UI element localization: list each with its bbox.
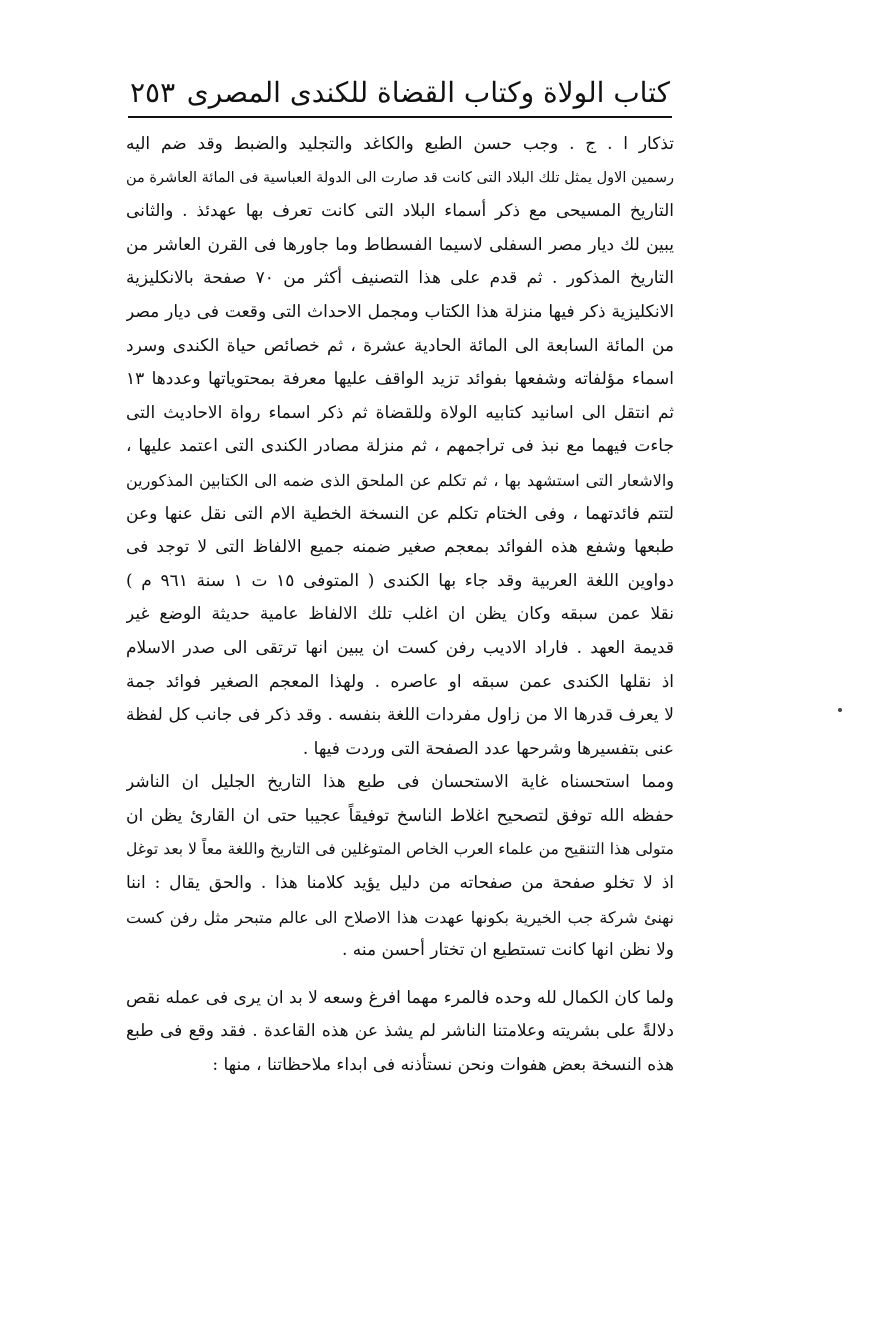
page-number: ٢٥٣ [130,75,176,109]
text-line: ومما استحسناه غاية الاستحسان فى طبع هذا التاريخ الجليل ان الناشر [126,772,674,793]
text-line: تذكار ا . ج . وجب حسن الطبع والكاغد والتجليد والضبط وقد ضم اليه [126,134,674,154]
text-line: ولا نظن انها كانت تستطيع ان تختار أحسن منه . [342,940,674,961]
text-line: قديمة العهد . فاراد الاديب رفن كست ان يبين انها ترتقى الى صدر الاسلام [126,637,674,658]
text-line: حفظه الله توفق لتصحيح اغلاط الناسخ توفيقاً عجيبا حتى ان القارئ يظن ان [126,805,674,826]
text-line: الانكليزية ذكر فيها منزلة هذا الكتاب ومجمل الاحداث التى وقعت فى ديار مصر [126,301,674,322]
page-body [126,128,674,1083]
text-line: دواوين اللغة العربية وقد جاء بها الكندى ( المتوفى ١٥ ت ١ سنة ٩٦١ م ) [126,570,674,591]
margin-dot [838,708,842,712]
header-rule [128,116,672,118]
text-line: يبين لك ديار مصر السفلى لاسيما الفسطاط وما جاورها فى القرن العاشر من [126,234,674,255]
text-line: عنى بتفسيرها وشرحها عدد الصفحة التى وردت فيها . [302,738,674,759]
text-line: اسماء مؤلفاته وشفعها بفوائد تزيد الواقف عليها معرفة بمحتوياتها وعددها ١٣ [126,369,674,390]
paragraph-2 [126,766,674,968]
text-line: لتتم فائدتهما ، وفى الختام تكلم عن النسخة الخطية الام التى نقل عنها وعن [126,503,674,524]
text-line: لا يعرف قدرها الا من زاول مفردات اللغة بنفسه . وقد ذكر فى جانب كل لفظة [126,705,674,726]
page-header [130,70,670,114]
text-line: التاريخ المذكور . ثم قدم على هذا التصنيف أكثر من ٧٠ صفحة بالانكليزية [126,268,674,289]
text-line: ولما كان الكمال لله وحده فالمرء مهما افرغ وسعه لا بد ان يرى فى عمله نقص [126,987,674,1008]
text-line: نهنئ شركة جب الخيرية بكونها عهدت هذا الاصلاح الى عالم متبحر مثل رفن كست [126,907,674,927]
text-line: دلالةً على بشريته وعلامتنا الناشر لم يشذ عن هذه القاعدة . فقد وقع فى طبع [126,1021,674,1042]
text-line: اذ نقلها الكندى عمن سبقه او عاصره . ولهذا المعجم الصغير فوائد جمة [126,671,674,692]
text-line: من المائة السابعة الى المائة الحادية عشرة ، ثم خصائص حياة الكندى وسرد [126,335,674,356]
text-line: طبعها وشفع هذه الفوائد بمعجم صغير ضمنه جميع الالفاظ التى لا توجد فى [126,537,674,558]
text-line: اذ لا تخلو صفحة من صفحاته من دليل يؤيد كلامنا هذا . والحق يقال : اننا [126,873,674,894]
text-line: ثم انتقل الى اسانيد كتابيه الولاة وللقضاة ثم ذكر اسماء رواة الاحاديث التى [126,402,674,423]
text-line: هذه النسخة بعض هفوات ونحن نستأذنه فى ابداء ملاحظاتنا ، منها : [212,1055,674,1076]
text-line: والاشعار التى استشهد بها ، ثم تكلم عن الملحق الذى ضمه الى الكتابين المذكورين [126,470,674,490]
text-line: التاريخ المسيحى مع ذكر أسماء البلاد التى كانت تعرف بها عهدئذ . والثانى [126,201,674,222]
paragraph-1 [126,128,674,766]
text-line: متولى هذا التنقيح من علماء العرب الخاص المتوغلين فى التاريخ واللغة معاً لا بعد توغل [126,840,674,859]
text-line: رسمين الاول يمثل تلك البلاد التى كانت قد صارت الى الدولة العباسية فى المائة العاشرة من [126,169,674,186]
paragraph-gap [126,968,674,982]
running-title: كتاب الولاة وكتاب القضاة للكندى المصرى [186,75,670,109]
text-line: نقلا عمن سبقه وكان يظن ان اغلب تلك الالفاظ عامية حديثة الوضع غير [126,604,674,625]
text-line: جاءت فيهما مع نبذ فى تراجمهم ، ثم منزلة مصادر الكندى التى اعتمد عليها ، [126,436,674,457]
paragraph-3 [126,982,674,1083]
